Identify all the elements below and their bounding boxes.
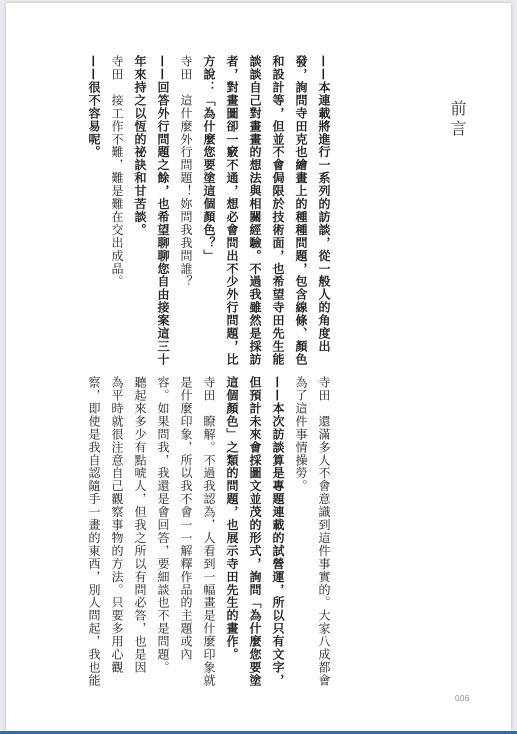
bottom-block-line: 寺田 瞭解。不過我認為，人看到一幅畫是什麼印象就 [202, 376, 216, 687]
bottom-block-line: 為了這件事情操勞。 [294, 376, 308, 493]
top-block-line: 者，對畫圖卻一竅不通，想必會問出不少外行問題，比 [225, 55, 239, 366]
chapter-title: 前言 [448, 100, 467, 140]
bottom-block-line: 是什麼印象，所以我不會一一解釋作品的主題或內 [179, 376, 193, 661]
bottom-block-line: 為平時就很注意自己觀察事物的方法。只要多用心觀 [110, 376, 124, 674]
top-block-line: ——回答外行問題之餘，也希望聊聊您自由接案這三十 [156, 55, 170, 366]
top-block-line: ——很不容易呢。 [87, 55, 101, 159]
bottom-block-line: ——本次訪談算是專題連載的試營運，所以只有文字， [271, 376, 285, 687]
page-number: 006 [455, 694, 470, 703]
bottom-block-line: 察，即使是我自認隨手一畫的東西，別人問起，我也能 [87, 376, 101, 687]
top-block-line: 寺田 這什麼外行問題！妳問我我問誰？ [179, 55, 193, 289]
bottom-block-line: 寺田 還滿多人不會意識到這件事實的。大家八成都會 [317, 376, 331, 687]
top-block-line: 年來持之以恆的祕訣和甘苦談。 [133, 55, 147, 237]
top-block-line: 寺田 接工作不難，難是難在交出成品。 [110, 55, 124, 289]
top-block-line: 方說：「為什麼您要塗這個顏色？」 [202, 55, 216, 263]
top-block-line: 發，詢問寺田克也繪畫上的種種問題，包含線條、顏色 [294, 55, 308, 366]
bottom-block-line: 容。如果問我，我還是會回答，要細談也不是問題。 [156, 376, 170, 674]
top-block-line: ——本連載將進行一系列的訪談，從一般人的角度出 [317, 55, 331, 353]
top-block-line: 談談自己對畫畫的想法與相關經驗。不過我雖然是採訪 [248, 55, 262, 366]
bottom-block-line: 這個顏色」之類的問題，也展示寺田先生的畫作。 [225, 376, 239, 661]
bottom-block-line: 聽起來多少有點唬人，但我之所以有問必答，也是因 [133, 376, 147, 674]
top-block-line: 和設計等，但並不會侷限於技術面，也希望寺田先生能 [271, 55, 285, 366]
bottom-block-line: 但預計未來會採圖文並茂的形式，詢問「為什麼您要塗 [248, 376, 262, 687]
